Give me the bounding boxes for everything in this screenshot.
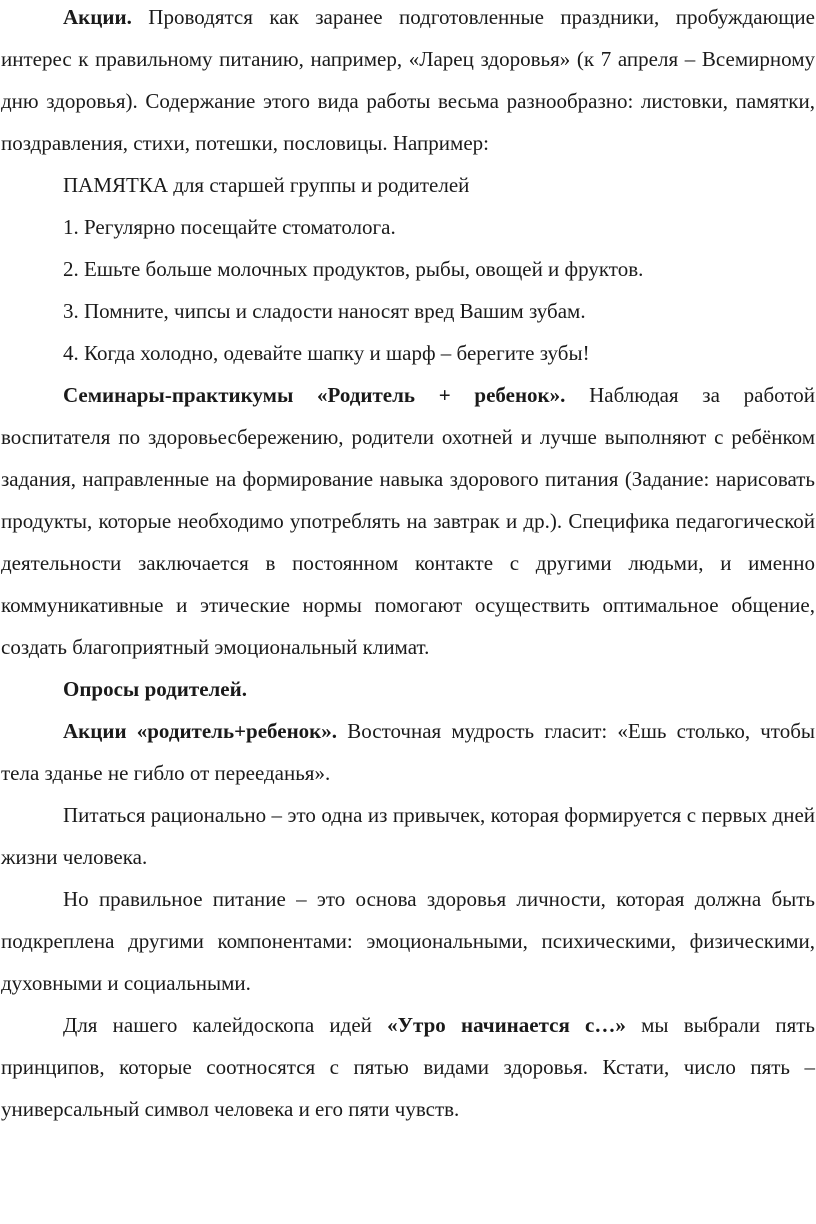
memo-item: 2. Ешьте больше молочных продуктов, рыбы, овощей и фруктов. — [63, 257, 644, 281]
heading-morning-begins: «Утро начинается с…» — [387, 1013, 626, 1037]
paragraph-rational-eating: Питаться рационально – это одна из привычек, которая формируется с первых дней жизни человека. — [1, 803, 815, 869]
heading-seminars: Семинары-практикумы «Родитель + ребенок». — [63, 383, 566, 407]
paragraph-kaleidoscope — [1, 1004, 815, 1130]
paragraph-parent-child-text: Восточная мудрость гласит: «Ешь столько, чтобы тела зданье не гибло от перееданья». — [1, 719, 816, 785]
paragraph-kaleidoscope-text-b: мы выбрали пять принципов, которые соотносятся с пятью видами здоровья. Кстати, число пять – универсальный символ человека и его пяти чувств. — [1, 1013, 816, 1121]
memo-item: 3. Помните, чипсы и сладости наносят вред Вашим зубам. — [63, 299, 586, 323]
paragraph-surveys — [1, 668, 815, 710]
memo-title: ПАМЯТКА для старшей группы и родителей — [63, 173, 470, 197]
paragraph-seminars-text: Наблюдая за работой воспитателя по здоровьесбережению, родители охотней и лучше выполняют с ребёнком задания, направленные на формирование навыка здорового питания (Задание: нарисовать продукты, которые необходимо употреблять на завтрак и др.). Специфика педагогической деятельности заключается в постоянном контакте с другими людьми, и именно коммуникативные и этические нормы помогают осуществить оптимальное общение, создать благоприятный эмоциональный климат. — [1, 383, 815, 659]
paragraph-actions-text: Проводятся как заранее подготовленные праздники, пробуждающие интерес к правильному питанию, например, «Ларец здоровья» (к 7 апреля – Всемирному дню здоровья). Содержание этого вида работы весьма разнообразно: листовки, памятки, поздравления, стихи, потешки, пословицы. Например: — [1, 5, 815, 155]
paragraph-seminars — [1, 374, 815, 668]
heading-surveys: Опросы родителей. — [63, 677, 247, 701]
heading-parent-child-actions: Акции «родитель+ребенок». — [63, 719, 338, 743]
paragraph-proper-nutrition: Но правильное питание – это основа здоровья личности, которая должна быть подкреплена другими компонентами: эмоциональными, психическими, физическими, духовными и социальными. — [1, 887, 815, 995]
memo-item: 4. Когда холодно, одевайте шапку и шарф – берегите зубы! — [63, 341, 590, 365]
heading-actions: Акции. — [63, 5, 132, 29]
paragraph-actions — [1, 0, 815, 164]
memo-item: 1. Регулярно посещайте стоматолога. — [63, 215, 396, 239]
paragraph-parent-child-actions — [1, 710, 815, 794]
paragraph-kaleidoscope-text-a: Для нашего калейдоскопа идей — [63, 1013, 388, 1037]
